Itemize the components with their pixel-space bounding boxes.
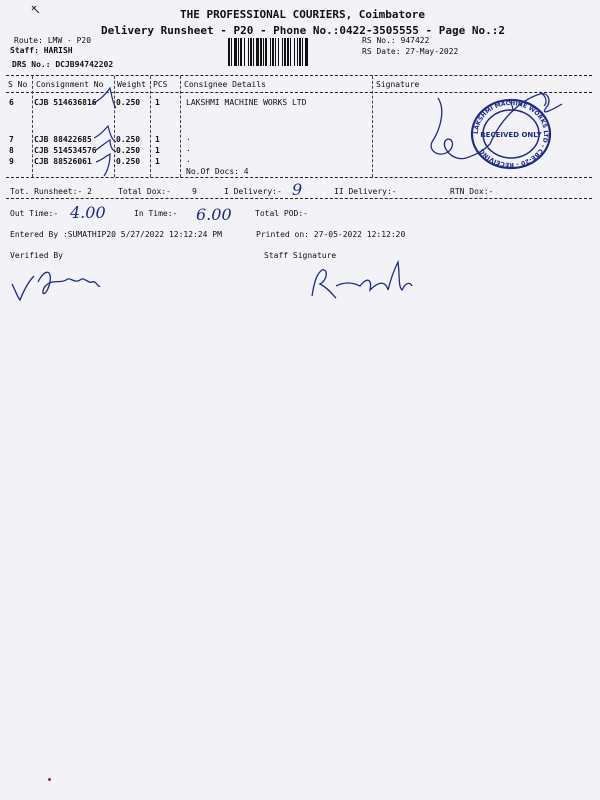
row-consignment: CJB 514534576 (34, 146, 97, 155)
out-time-label: Out Time:- (10, 209, 59, 218)
company-name: THE PROFESSIONAL COURIERS, Coimbatore (180, 8, 426, 21)
row-consignee: . (186, 144, 191, 153)
row-consignment: CJB 514636816 (34, 98, 97, 107)
total-dox-label: Total Dox:- (118, 187, 171, 196)
col-header-pcs: PCS (153, 80, 168, 89)
row-consignee: . (186, 133, 191, 142)
stamp-ring-text: LAKSHMI MACHINE WORKS LTD - CBE-20 - RECEIVING (472, 99, 550, 169)
i-delivery-value: 9 (292, 180, 303, 199)
pin-icon (30, 4, 42, 16)
printed-on: Printed on: 27-05-2022 12:12:20 (256, 230, 406, 239)
runsheet-title: Delivery Runsheet - P20 - Phone No.:0422-3505555 - Page No.:2 (101, 24, 505, 37)
in-time-label: In Time:- (134, 209, 178, 218)
row-pcs: 1 (155, 157, 160, 166)
staff-signature-label: Staff Signature (264, 251, 337, 260)
tot-runsheet: Tot. Runsheet:- 2 (10, 187, 92, 196)
row-consignee: LAKSHMI MACHINE WORKS LTD (186, 98, 307, 107)
i-delivery-label: I Delivery:- (224, 187, 282, 196)
row-sno: 9 (9, 157, 14, 166)
drs-number: DRS No.: DCJB94742202 (12, 60, 114, 69)
rs-number: RS No.: 947422 (362, 36, 430, 45)
col-header-signature: Signature (376, 80, 420, 89)
row-consignee: . (186, 155, 191, 164)
out-time-value: 4.00 (70, 203, 106, 222)
verified-by-label: Verified By (10, 251, 63, 260)
total-dox-value: 9 (192, 187, 197, 196)
no-of-docs: No.Of Docs: 4 (186, 167, 249, 176)
col-header-consignment: Consignment No (36, 80, 104, 89)
rtn-dox-label: RTN Dox:- (450, 187, 494, 196)
row-weight: 0.250 (116, 98, 141, 107)
row-pcs: 1 (155, 98, 160, 107)
row-sno: 6 (9, 98, 14, 107)
ink-dot (48, 778, 51, 781)
col-header-sno: S No (8, 80, 28, 89)
col-header-weight: Weight (117, 80, 146, 89)
row-weight: 0.250 (116, 146, 141, 155)
row-consignment: CJB 88526061 (34, 157, 92, 166)
ii-delivery-label: II Delivery:- (334, 187, 397, 196)
totals-rule (6, 198, 592, 199)
row-sno: 8 (9, 146, 14, 155)
row-weight: 0.250 (116, 135, 141, 144)
row-consignment: CJB 88422685 (34, 135, 92, 144)
staff-label: Staff: HARISH (10, 46, 73, 55)
col-header-consignee: Consignee Details (184, 80, 266, 89)
row-weight: 0.250 (116, 157, 141, 166)
row-pcs: 1 (155, 146, 160, 155)
row-pcs: 1 (155, 135, 160, 144)
rs-date: RS Date: 27-May-2022 (362, 47, 459, 56)
company-stamp (470, 98, 552, 170)
route-label: Route: LMW - P20 (14, 36, 92, 45)
total-pod-label: Total POD:- (255, 209, 308, 218)
stamp-center-text: RECEIVED ONLY (480, 131, 542, 139)
row-sno: 7 (9, 135, 14, 144)
in-time-value: 6.00 (196, 205, 232, 224)
entered-by: Entered By :SUMATHIP20 5/27/2022 12:12:24 PM (10, 230, 222, 239)
